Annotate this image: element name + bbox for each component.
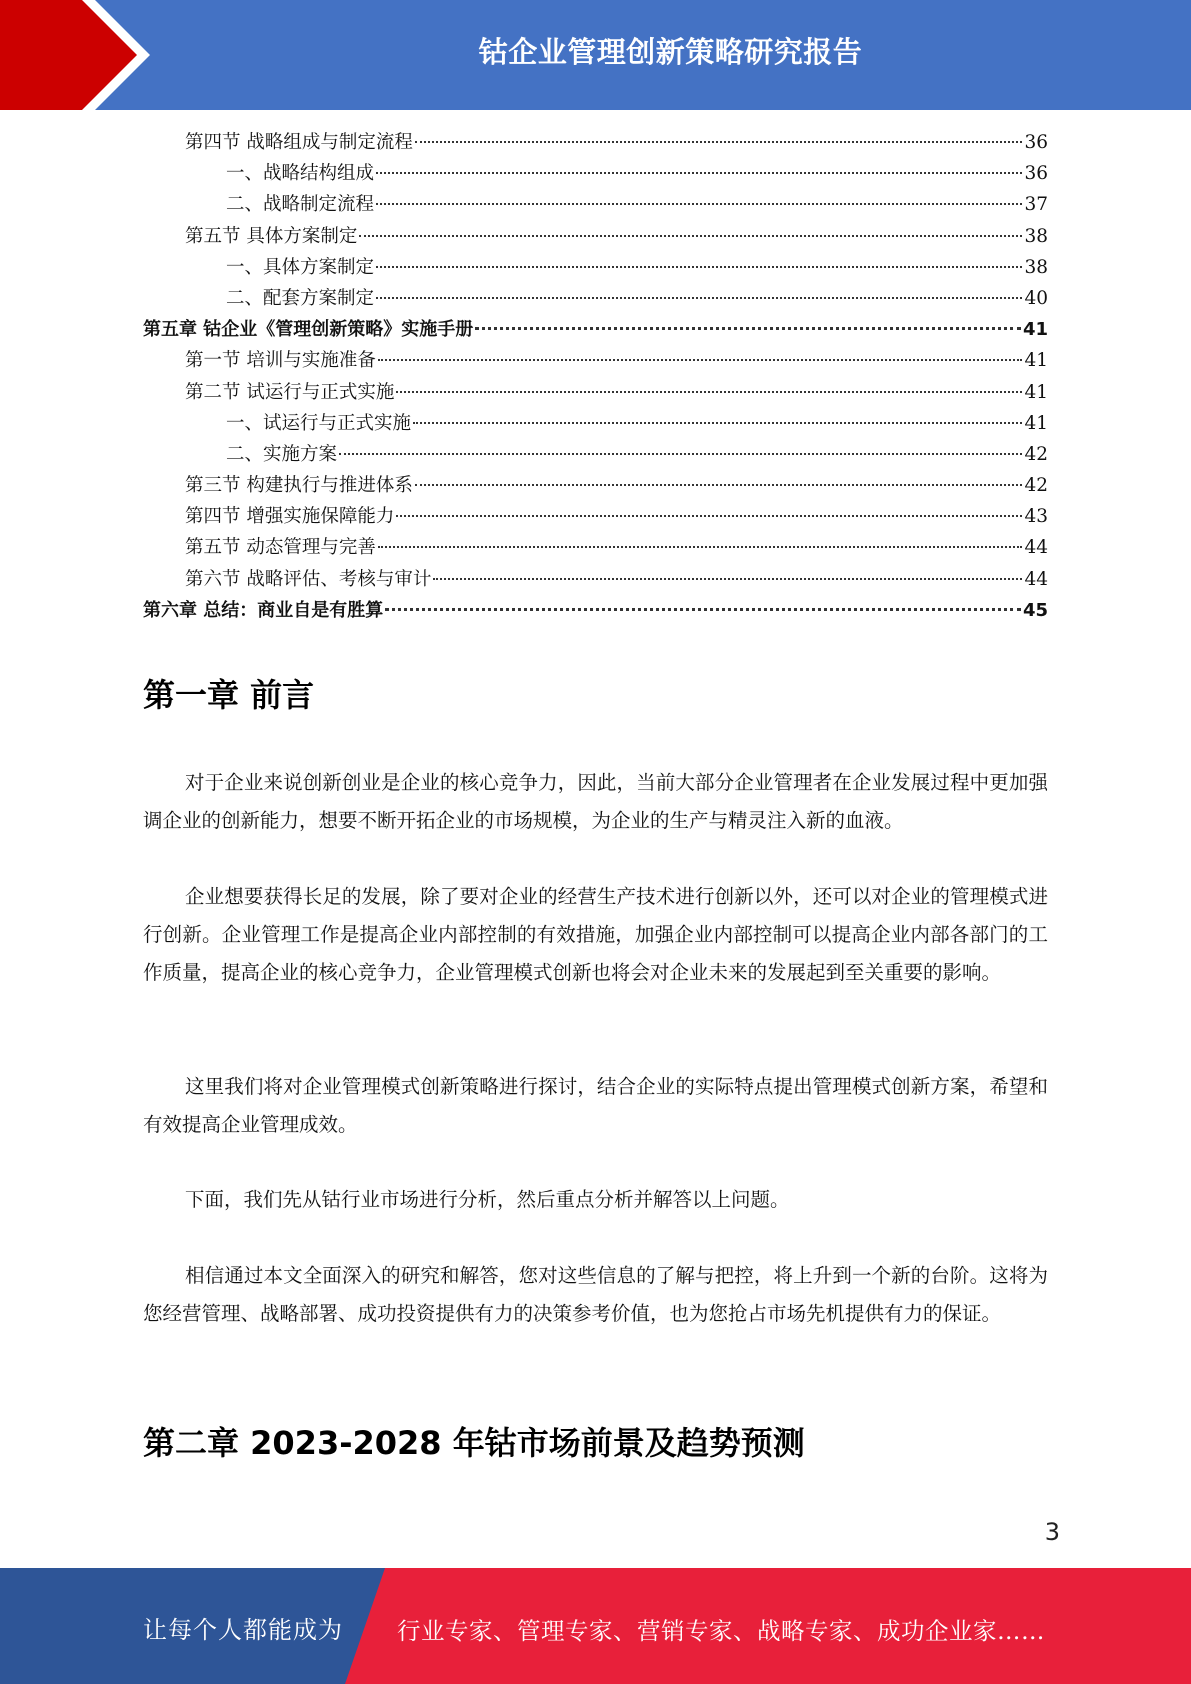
toc-dot-leader xyxy=(376,297,1022,299)
toc-entry-title: 第三节 构建执行与推进体系 xyxy=(185,475,413,497)
toc-entry[interactable] xyxy=(143,283,1048,314)
toc-entry-title: 二、实施方案 xyxy=(226,443,338,465)
toc-entry-page: 44 xyxy=(1024,568,1048,590)
paragraph: 对于企业来说创新创业是企业的核心竞争力，因此，当前大部分企业管理者在企业发展过程中更加强调企业的创新能力，想要不断开拓企业的市场规模，为企业的生产与精灵注入新的血液。 xyxy=(143,771,1048,832)
toc-dot-leader xyxy=(376,266,1022,268)
toc-entry-title: 二、配套方案制定 xyxy=(226,287,375,309)
toc-entry-page: 41 xyxy=(1024,350,1048,372)
toc-entry-title: 二、战略制定流程 xyxy=(226,194,375,216)
toc-entry-title: 第五章 钴企业《管理创新策略》实施手册 xyxy=(143,319,474,341)
toc-entry[interactable] xyxy=(143,158,1048,189)
toc-dot-leader xyxy=(385,608,1021,611)
toc-dot-leader xyxy=(339,453,1022,455)
toc-entry-title: 第四节 战略组成与制定流程 xyxy=(185,132,413,153)
toc-entry[interactable] xyxy=(143,252,1048,283)
toc-entry[interactable] xyxy=(143,470,1048,501)
toc-entry-title: 第六章 总结：商业自是有胜算 xyxy=(143,599,384,621)
chapter-heading: 第二章 2023-2028 年钴市场前景及趋势预测 xyxy=(143,1424,805,1462)
toc-dot-leader xyxy=(378,359,1023,361)
toc-entry-title: 第五节 动态管理与完善 xyxy=(185,537,376,559)
paragraph: 下面，我们先从钴行业市场进行分析，然后重点分析并解答以上问题。 xyxy=(185,1188,790,1211)
table-of-contents xyxy=(143,127,1048,626)
report-title: 钴企业管理创新策略研究报告 xyxy=(478,35,863,69)
toc-entry[interactable] xyxy=(143,127,1048,158)
toc-entry[interactable] xyxy=(143,595,1048,626)
footer-slogan-roles: 行业专家、管理专家、营销专家、战略专家、成功企业家…… xyxy=(397,1617,1045,1645)
toc-dot-leader xyxy=(433,578,1022,580)
chapter-heading: 第一章 前言 xyxy=(143,676,315,714)
toc-entry[interactable] xyxy=(143,221,1048,252)
page-number: 3 xyxy=(1044,1518,1060,1546)
toc-entry-page: 38 xyxy=(1024,225,1048,247)
toc-entry-page: 42 xyxy=(1024,443,1048,465)
toc-entry[interactable] xyxy=(143,564,1048,595)
toc-entry-title: 一、战略结构组成 xyxy=(226,163,375,185)
toc-entry[interactable] xyxy=(143,345,1048,376)
toc-dot-leader xyxy=(359,235,1022,237)
toc-entry-page: 40 xyxy=(1024,287,1048,309)
toc-entry[interactable] xyxy=(143,532,1048,563)
toc-entry[interactable] xyxy=(143,189,1048,220)
toc-dot-leader xyxy=(415,141,1023,143)
toc-entry-title: 第五节 具体方案制定 xyxy=(185,225,358,247)
toc-entry[interactable] xyxy=(143,314,1048,345)
toc-dot-leader xyxy=(376,172,1022,174)
toc-entry[interactable] xyxy=(143,439,1048,470)
header-chevron-arrow xyxy=(0,0,140,110)
toc-entry-page: 37 xyxy=(1024,194,1048,216)
toc-entry-page: 45 xyxy=(1022,599,1048,621)
toc-entry-title: 第六节 战略评估、考核与审计 xyxy=(185,568,432,590)
paragraph: 相信通过本文全面深入的研究和解答，您对这些信息的了解与把控，将上升到一个新的台阶。这将为您经营管理、战略部署、成功投资提供有力的决策参考价值，也为您抢占市场先机提供有力的保证。 xyxy=(143,1264,1048,1325)
toc-dot-leader xyxy=(376,203,1022,205)
toc-entry-page: 41 xyxy=(1024,381,1048,403)
toc-dot-leader xyxy=(413,422,1022,424)
toc-dot-leader xyxy=(475,327,1021,330)
footer-slogan-lead: 让每个人都能成为 xyxy=(143,1616,343,1644)
footer-banner xyxy=(0,1568,1191,1684)
toc-entry[interactable] xyxy=(143,501,1048,532)
toc-entry-title: 一、试运行与正式实施 xyxy=(226,412,412,434)
paragraph: 这里我们将对企业管理模式创新策略进行探讨，结合企业的实际特点提出管理模式创新方案，希望和有效提高企业管理成效。 xyxy=(143,1075,1048,1136)
toc-entry-page: 41 xyxy=(1022,319,1048,341)
toc-entry[interactable] xyxy=(143,408,1048,439)
toc-dot-leader xyxy=(396,515,1022,517)
toc-entry-page: 44 xyxy=(1024,537,1048,559)
toc-entry-title: 第一节 培训与实施准备 xyxy=(185,350,376,372)
toc-entry-page: 42 xyxy=(1024,475,1048,497)
toc-entry-page: 36 xyxy=(1024,132,1048,153)
paragraph: 企业想要获得长足的发展，除了要对企业的经营生产技术进行创新以外，还可以对企业的管理模式进行创新。企业管理工作是提高企业内部控制的有效措施，加强企业内部控制可以提高企业内部各部门的工作质量，提高企业的核心竞争力，企业管理模式创新也将会对企业未来的发展起到至关重要的影响。 xyxy=(143,885,1048,984)
toc-entry-page: 38 xyxy=(1024,256,1048,278)
toc-entry-page: 36 xyxy=(1024,163,1048,185)
toc-dot-leader xyxy=(378,546,1023,548)
toc-entry[interactable] xyxy=(143,377,1048,408)
toc-entry-page: 41 xyxy=(1024,412,1048,434)
toc-entry-title: 一、具体方案制定 xyxy=(226,256,375,278)
toc-dot-leader xyxy=(415,484,1023,486)
toc-dot-leader xyxy=(396,391,1022,393)
toc-entry-title: 第二节 试运行与正式实施 xyxy=(185,381,395,403)
toc-entry-title: 第四节 增强实施保障能力 xyxy=(185,506,395,528)
header-banner xyxy=(0,0,1191,110)
toc-entry-page: 43 xyxy=(1024,506,1048,528)
